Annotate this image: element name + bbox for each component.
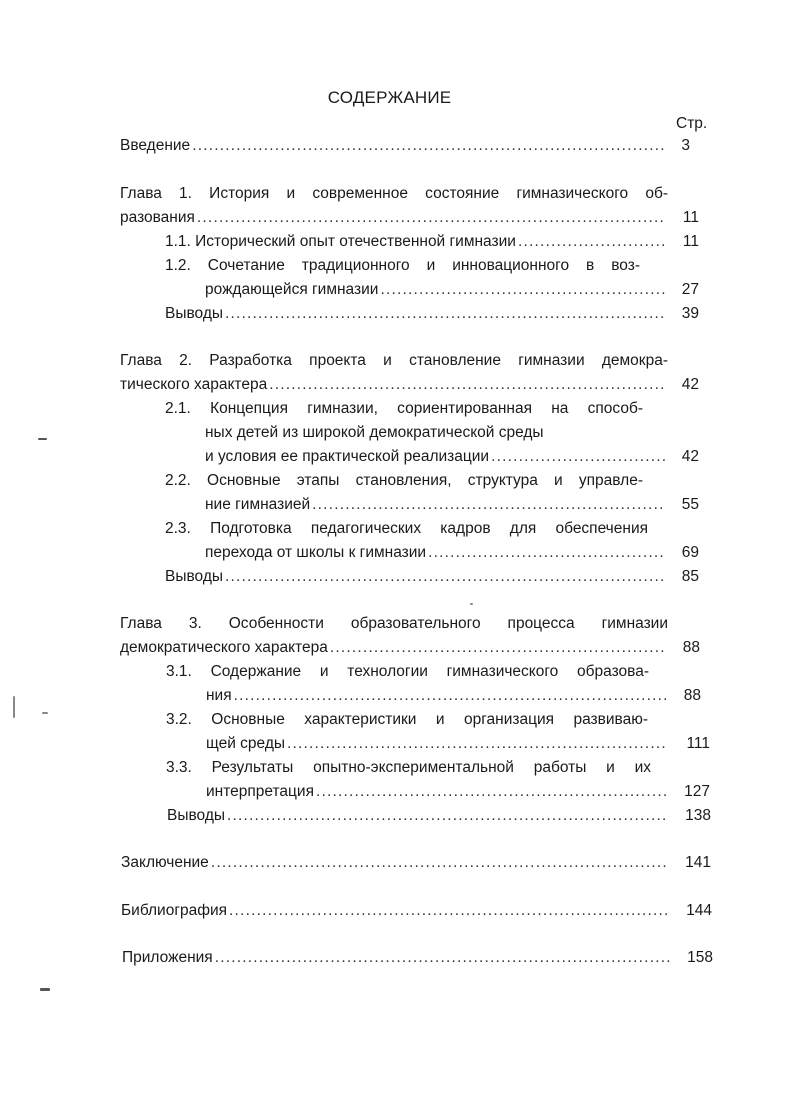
- toc-entry-text: перехода от школы к гимназии: [205, 544, 427, 561]
- toc-entry-text: Приложения: [122, 949, 213, 966]
- toc-section-2-3-line2: [205, 542, 665, 564]
- leader-dots: [428, 542, 665, 564]
- toc-entry-text: разования: [120, 209, 195, 226]
- toc-chapter-3-conclusions: [167, 805, 667, 827]
- toc-entry-text: ния: [206, 687, 232, 704]
- toc-section-3-2-line1: 3.2. Основные характеристики и организация развиваю-: [166, 711, 648, 728]
- leader-dots: [287, 733, 666, 755]
- leader-dots: [330, 637, 665, 659]
- toc-section-2-3-line1: 2.3. Подготовка педагогических кадров для обеспечения: [165, 520, 648, 537]
- leader-dots: [234, 685, 666, 707]
- leader-dots: [229, 900, 669, 922]
- toc-entry-text: Выводы: [167, 807, 226, 824]
- toc-section-3-1-line2: [206, 685, 666, 707]
- leader-dots: [211, 852, 669, 874]
- page-title: СОДЕРЖАНИЕ: [327, 88, 452, 107]
- toc-page-number: 42: [681, 376, 699, 393]
- toc-section-3-2-line2: [206, 733, 666, 755]
- toc-page-number: 11: [682, 209, 699, 226]
- toc-page-number: 111: [686, 735, 710, 752]
- leader-dots: [215, 947, 670, 969]
- toc-entry-text: Выводы: [165, 305, 224, 322]
- toc-page-number: 69: [681, 544, 699, 561]
- leader-dots: [269, 374, 665, 396]
- toc-chapter-3-line2: [120, 637, 665, 659]
- toc-page-number: 3: [681, 137, 690, 154]
- scan-speck: [470, 603, 473, 605]
- leader-dots: [192, 135, 665, 157]
- toc-entry-text: 1.1. Исторический опыт отечественной гимназии: [165, 233, 516, 250]
- toc-chapter-2-conclusions: [165, 566, 665, 588]
- toc-entry-bibliography: [121, 900, 669, 922]
- toc-chapter-1-line2: [120, 207, 665, 229]
- toc-section-3-3-line1: 3.3. Результаты опытно-экспериментальной работы и их: [166, 759, 651, 776]
- leader-dots: [380, 279, 665, 301]
- toc-chapter-2-line1: Глава 2. Разработка проекта и становление гимназии демокра-: [120, 352, 668, 369]
- toc-page-number: 127: [684, 783, 710, 800]
- toc-entry-text: тического характера: [120, 376, 268, 393]
- toc-section-3-3-line2: [206, 781, 666, 803]
- scan-speck: [13, 696, 15, 718]
- leader-dots: [491, 446, 665, 468]
- toc-section-2-1-line1: 2.1. Концепция гимназии, сориентированная на способ-: [165, 400, 643, 417]
- toc-entry-text: Библиография: [121, 902, 228, 919]
- toc-entry-intro: [120, 135, 665, 157]
- toc-page-number: 55: [681, 496, 699, 513]
- toc-page-number: 141: [685, 854, 711, 871]
- toc-page-number: 11: [682, 233, 699, 250]
- toc-page-number: 144: [686, 902, 712, 919]
- toc-page-number: 27: [681, 281, 699, 298]
- leader-dots: [227, 805, 667, 827]
- leader-dots: [197, 207, 665, 229]
- toc-page-number: 85: [681, 568, 699, 585]
- toc-chapter-2-line2: [120, 374, 665, 396]
- scan-speck: [40, 988, 50, 991]
- toc-chapter-3-line1: Глава 3. Особенности образовательного процесса гимназии: [120, 615, 668, 632]
- toc-entry-text: ние гимназией: [205, 496, 311, 513]
- toc-entry-text: Введение: [120, 137, 191, 154]
- leader-dots: [225, 303, 665, 325]
- toc-section-2-2-line2: [205, 494, 665, 516]
- scan-speck: [38, 438, 47, 440]
- toc-section-1-1: [165, 231, 665, 253]
- toc-entry-appendix: [122, 947, 670, 969]
- toc-entry-text: и условия ее практической реализации: [205, 448, 490, 465]
- leader-dots: [518, 231, 665, 253]
- toc-section-1-2-line2: [205, 279, 665, 301]
- page-column-label: Стр.: [676, 115, 708, 132]
- toc-chapter-1-conclusions: [165, 303, 665, 325]
- toc-entry-text: Заключение: [121, 854, 209, 871]
- scan-speck: [42, 712, 48, 714]
- toc-entry-conclusion: [121, 852, 669, 874]
- toc-page-number: 88: [683, 687, 701, 704]
- leader-dots: [316, 781, 666, 803]
- toc-section-2-1-line2: ных детей из широкой демократической среды: [205, 424, 544, 441]
- leader-dots: [225, 566, 665, 588]
- toc-page-number: 42: [681, 448, 699, 465]
- toc-page-number: 158: [687, 949, 713, 966]
- leader-dots: [312, 494, 665, 516]
- toc-entry-text: щей среды: [206, 735, 285, 752]
- toc-chapter-1-line1: Глава 1. История и современное состояние гимназического об-: [120, 185, 668, 202]
- toc-entry-text: интерпретация: [206, 783, 314, 800]
- toc-page-number: 39: [681, 305, 699, 322]
- toc-entry-text: Выводы: [165, 568, 224, 585]
- toc-page-number: 138: [685, 807, 711, 824]
- toc-section-1-2-line1: 1.2. Сочетание традиционного и инновационного в воз-: [165, 257, 640, 274]
- toc-section-2-2-line1: 2.2. Основные этапы становления, структура и управле-: [165, 472, 643, 489]
- toc-section-2-1-line3: [205, 446, 665, 468]
- toc-entry-text: демократического характера: [120, 639, 328, 656]
- toc-entry-text: рождающейся гимназии: [205, 281, 379, 298]
- toc-page-number: 88: [682, 639, 700, 656]
- toc-section-3-1-line1: 3.1. Содержание и технологии гимназического образова-: [166, 663, 649, 680]
